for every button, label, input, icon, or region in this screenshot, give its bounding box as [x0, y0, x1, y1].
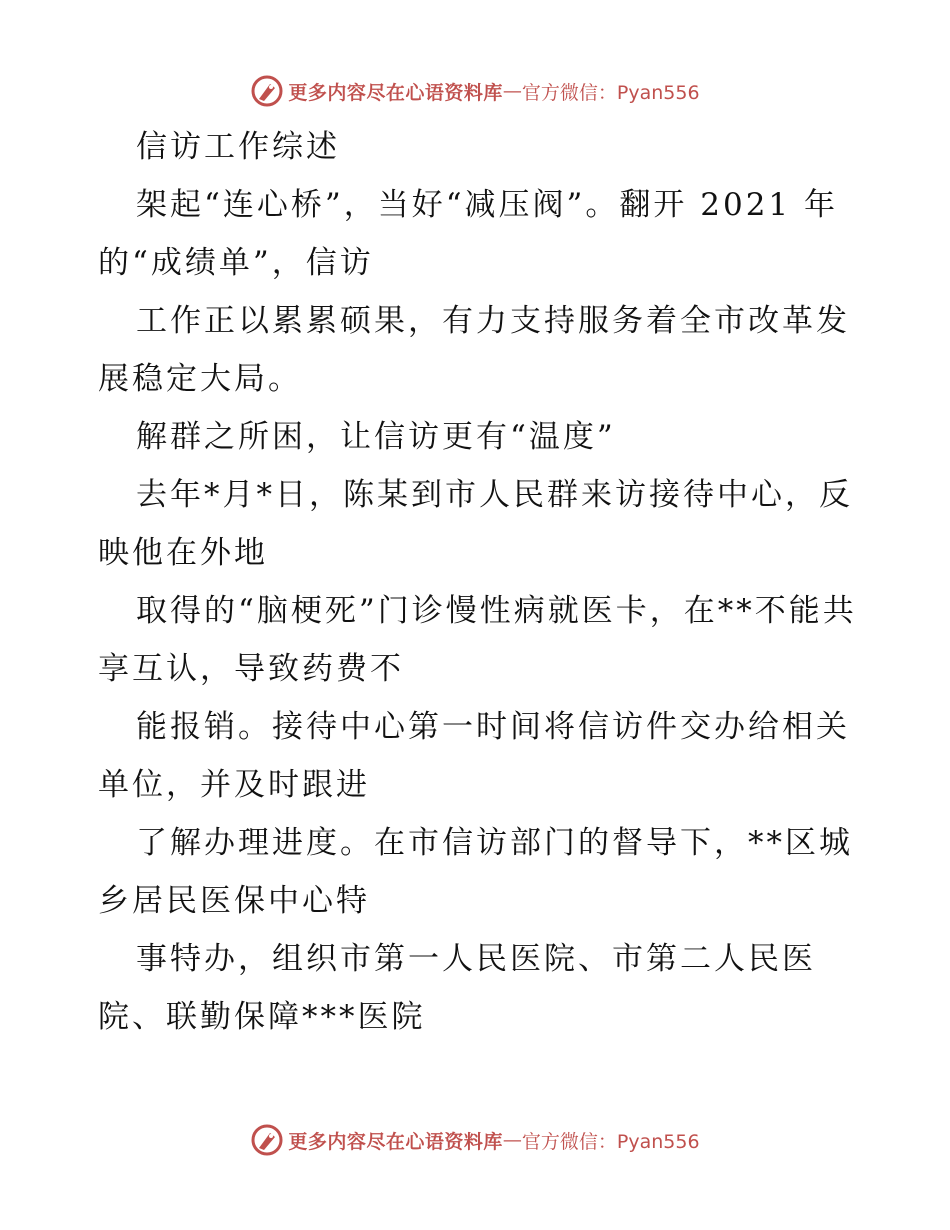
paragraph: 事特办，组织市第一人民医院、市第二人民医院、联勤保障***医院 — [98, 941, 816, 1035]
pen-nib-logo-icon — [250, 1123, 284, 1157]
document-title: 信访工作综述 — [136, 129, 340, 165]
document-body — [98, 118, 858, 1046]
footer-contact-text: 官方微信：Pyan556 — [521, 1130, 700, 1153]
paragraph: 架起“连心桥”，当好“减压阀”。翻开 2021 年的“成绩单”，信访 — [98, 187, 838, 281]
paragraph: 能报销。接待中心第一时间将信访件交办给相关单位，并及时跟进 — [98, 709, 850, 803]
header-separator: — — [502, 80, 522, 102]
header-banner — [0, 71, 950, 111]
header-contact-text: 官方微信：Pyan556 — [521, 81, 700, 104]
header-brand-text: 更多内容尽在心语资料库 — [288, 81, 503, 104]
footer-banner — [0, 1120, 950, 1160]
paragraph: 去年*月*日，陈某到市人民群来访接待中心，反映他在外地 — [98, 477, 853, 571]
paragraph: 了解办理进度。在市信访部门的督导下，**区城乡居民医保中心特 — [98, 825, 853, 919]
section-heading: 解群之所困，让信访更有“温度” — [136, 419, 616, 455]
paragraph: 取得的“脑梗死”门诊慢性病就医卡，在**不能共享互认，导致药费不 — [98, 593, 857, 687]
paragraph: 工作正以累累硕果，有力支持服务着全市改革发展稳定大局。 — [98, 303, 850, 397]
pen-nib-logo-icon — [250, 74, 284, 108]
footer-brand-text: 更多内容尽在心语资料库 — [288, 1130, 503, 1153]
footer-separator: — — [502, 1129, 522, 1151]
